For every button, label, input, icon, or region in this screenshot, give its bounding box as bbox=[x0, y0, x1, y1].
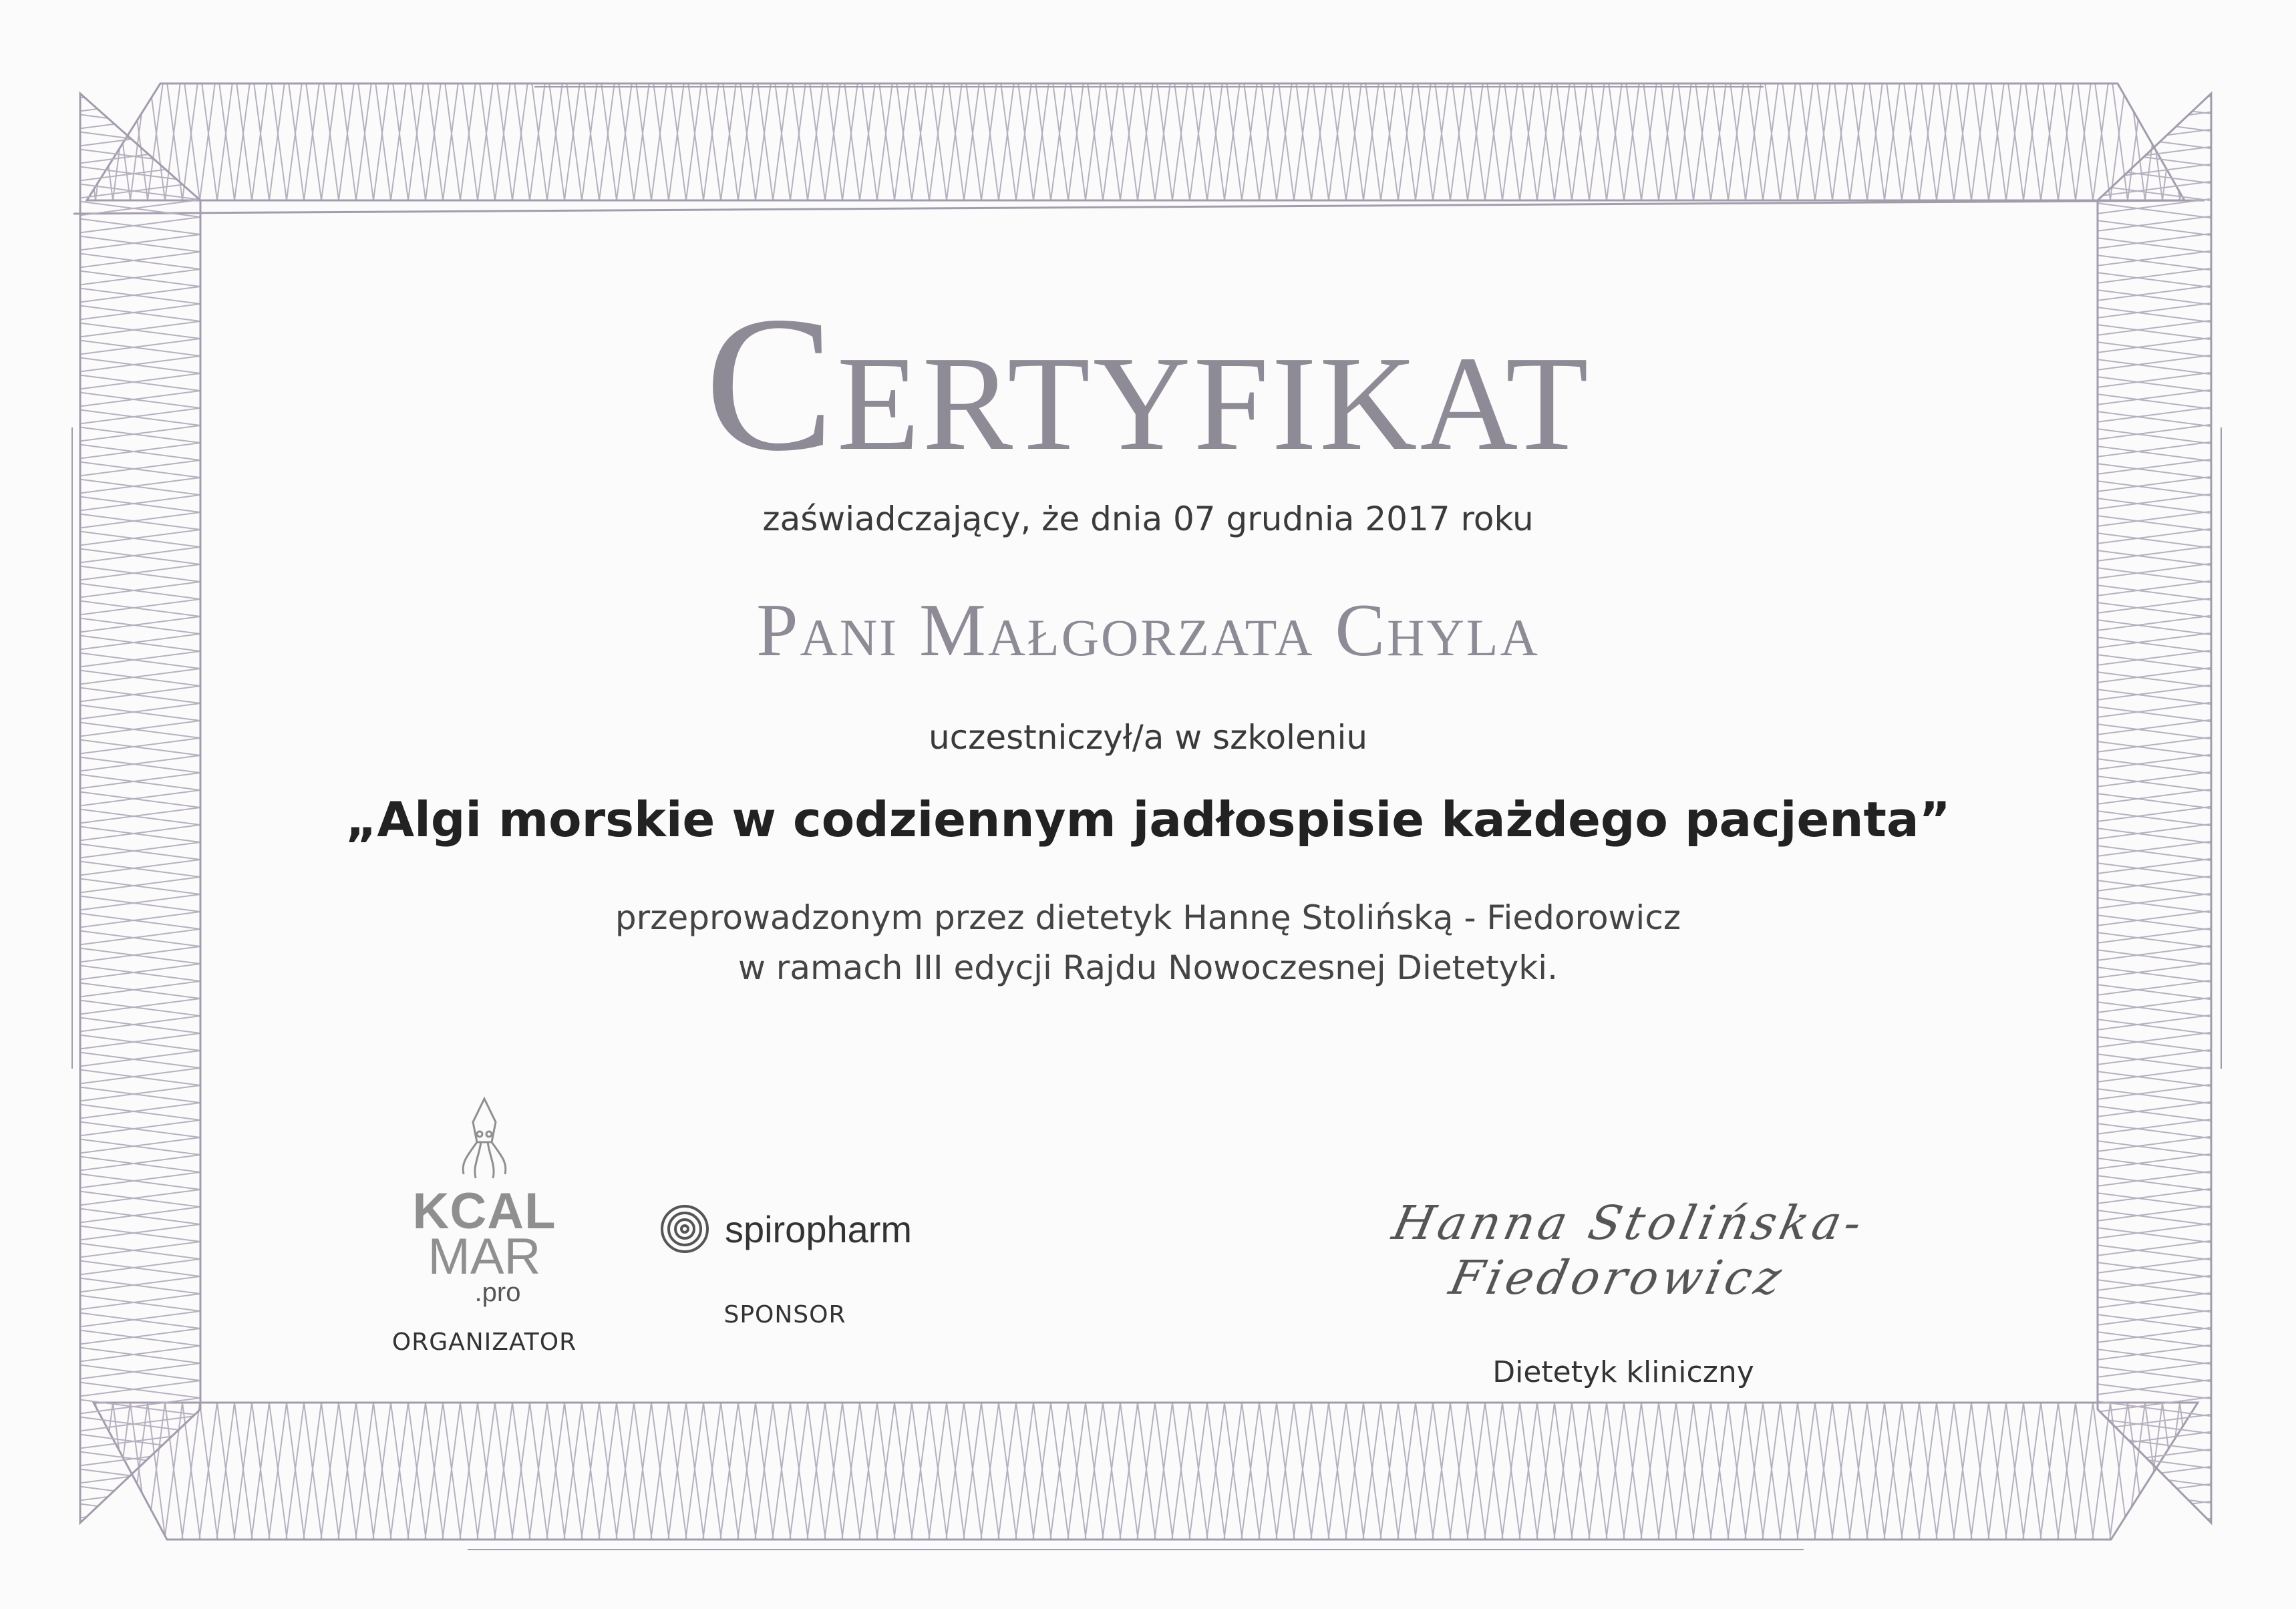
squid-icon bbox=[454, 1095, 514, 1182]
signatory-role: Dietetyk kliniczny bbox=[1492, 1355, 1754, 1389]
organizer-caption: ORGANIZATOR bbox=[391, 1328, 577, 1356]
event-line: w ramach III edycji Rajdu Nowoczesnej Dietetyki. bbox=[737, 948, 1558, 987]
sponsor-block bbox=[641, 1202, 929, 1328]
organizer-block bbox=[374, 1095, 595, 1356]
course-title: „Algi morskie w codziennym jadłospisie każdego pacjenta” bbox=[345, 791, 1951, 848]
participated-line: uczestniczył/a w szkoleniu bbox=[928, 718, 1368, 757]
spiral-icon bbox=[658, 1202, 711, 1256]
sponsor-caption: SPONSOR bbox=[723, 1301, 846, 1328]
attest-line: zaświadczający, że dnia 07 grudnia 2017 roku bbox=[762, 500, 1534, 538]
sponsor-name: spiropharm bbox=[724, 1208, 913, 1250]
certificate-title: Certyfikat bbox=[705, 277, 1591, 491]
handwritten-signature: Hanna Stolińska-Fiedorowicz bbox=[1387, 1196, 1870, 1305]
organizer-logo-line3: .pro bbox=[474, 1277, 521, 1307]
conducted-line: przeprowadzonym przez dietetyk Hannę Stolińską - Fiedorowicz bbox=[615, 898, 1681, 937]
signature-block bbox=[1289, 1196, 1957, 1389]
recipient-name: Pani Małgorzata Chyla bbox=[756, 589, 1540, 672]
organizer-logo-line1: KCAL bbox=[412, 1183, 556, 1240]
organizer-logo-line2: MAR bbox=[428, 1228, 541, 1286]
